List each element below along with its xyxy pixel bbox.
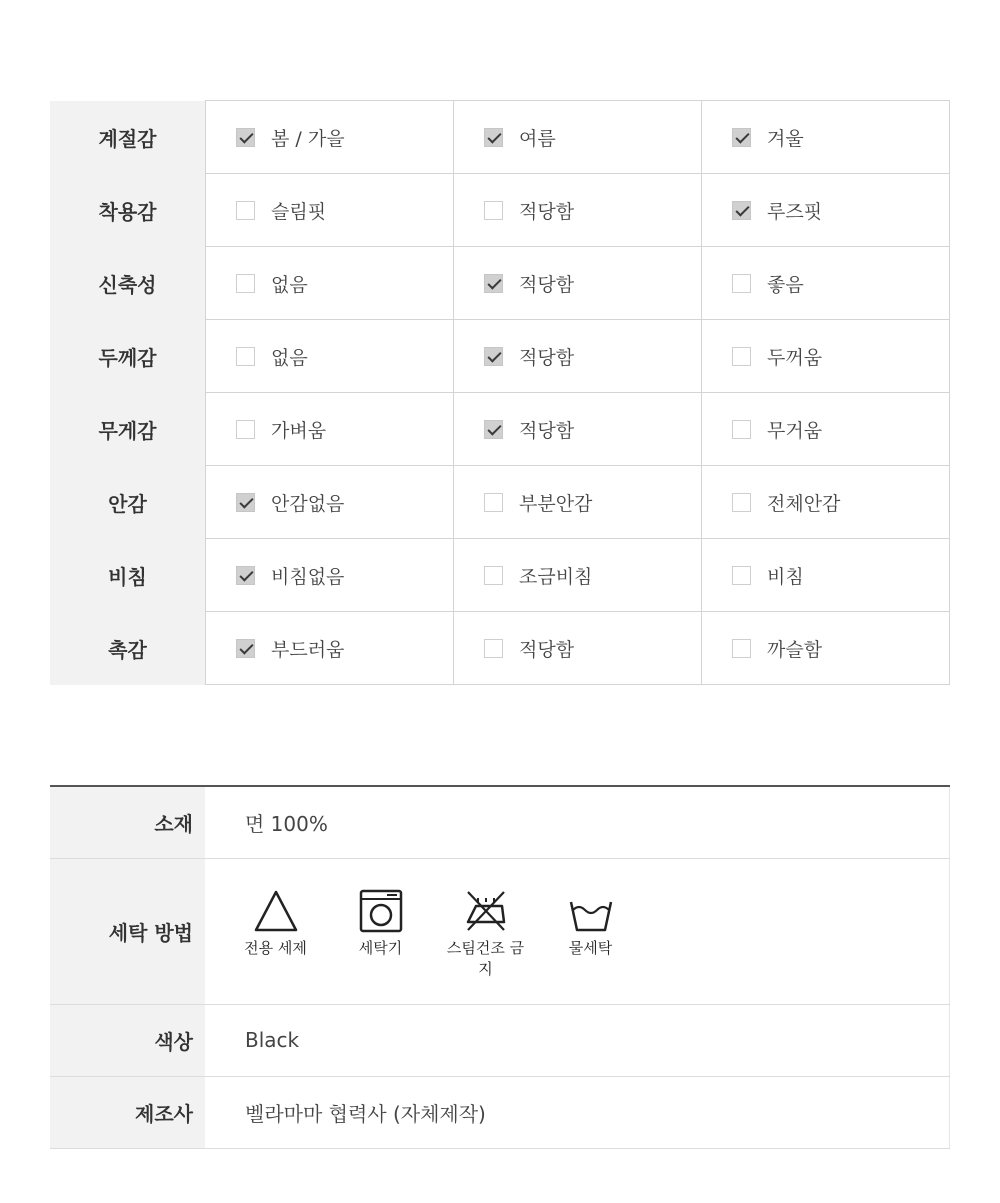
checkbox-checked-icon xyxy=(236,566,255,585)
washing-value xyxy=(205,858,950,1004)
attribute-option-label: 없음 xyxy=(271,273,308,296)
washing-label: 세탁 방법 xyxy=(50,858,205,1004)
attribute-option-label: 슬림핏 xyxy=(271,200,327,223)
attribute-option xyxy=(702,539,950,612)
material-value: 면 100% xyxy=(205,786,950,858)
attribute-option-label: 여름 xyxy=(519,127,556,150)
checkbox-empty-icon xyxy=(732,493,751,512)
no-steam-iron-icon xyxy=(462,888,510,934)
attribute-option xyxy=(454,612,702,685)
attribute-option-label: 루즈핏 xyxy=(767,200,823,223)
wash-label-machine: 세탁기 xyxy=(358,939,403,957)
checkbox-checked-icon xyxy=(236,128,255,147)
attribute-option xyxy=(454,320,702,393)
attribute-option xyxy=(206,320,454,393)
checkbox-empty-icon xyxy=(484,493,503,512)
washing-machine-icon xyxy=(357,888,405,934)
attribute-option-label: 적당함 xyxy=(519,346,575,369)
attribute-option-label: 좋음 xyxy=(767,273,804,296)
wash-item-detergent xyxy=(223,888,328,959)
attribute-label: 신축성 xyxy=(50,247,206,320)
attribute-option-label: 봄 / 가을 xyxy=(271,127,345,150)
attribute-option-label: 안감없음 xyxy=(271,492,345,515)
maker-row xyxy=(50,1076,950,1148)
attribute-option-label: 비침 xyxy=(767,565,804,588)
attribute-option-label: 겨울 xyxy=(767,127,804,150)
attribute-option-label: 비침없음 xyxy=(271,565,345,588)
attribute-table-body xyxy=(50,101,950,685)
checkbox-empty-icon xyxy=(732,420,751,439)
hand-wash-basin-icon xyxy=(567,888,615,934)
material-row xyxy=(50,786,950,858)
attribute-option xyxy=(206,101,454,174)
attribute-row xyxy=(50,466,950,539)
attribute-option xyxy=(454,539,702,612)
attribute-option-label: 없음 xyxy=(271,346,308,369)
attribute-option-label: 부드러움 xyxy=(271,638,345,661)
checkbox-empty-icon xyxy=(236,420,255,439)
attribute-row xyxy=(50,539,950,612)
attribute-label: 두께감 xyxy=(50,320,206,393)
product-info-table xyxy=(50,785,950,1149)
attribute-option-label: 까슬함 xyxy=(767,638,823,661)
attribute-option-label: 적당함 xyxy=(519,200,575,223)
triangle-icon xyxy=(252,888,300,934)
attribute-row xyxy=(50,101,950,174)
checkbox-checked-icon xyxy=(484,128,503,147)
attribute-option xyxy=(702,612,950,685)
checkbox-checked-icon xyxy=(484,420,503,439)
maker-label: 제조사 xyxy=(50,1076,205,1148)
attribute-label: 무게감 xyxy=(50,393,206,466)
wash-label-no-steam: 스팀건조 금지 xyxy=(446,939,525,978)
attribute-option xyxy=(206,247,454,320)
checkbox-empty-icon xyxy=(732,566,751,585)
attribute-option xyxy=(702,393,950,466)
attribute-row xyxy=(50,174,950,247)
attribute-option xyxy=(206,174,454,247)
attribute-option-label: 적당함 xyxy=(519,638,575,661)
attribute-option xyxy=(702,466,950,539)
washing-icons xyxy=(205,882,949,980)
attribute-option-label: 가벼움 xyxy=(271,419,327,442)
attribute-label: 계절감 xyxy=(50,101,206,174)
attribute-option xyxy=(206,393,454,466)
attribute-option-label: 적당함 xyxy=(519,419,575,442)
color-value: Black xyxy=(205,1004,950,1076)
attribute-option xyxy=(206,612,454,685)
attribute-option-label: 무거움 xyxy=(767,419,823,442)
checkbox-empty-icon xyxy=(484,566,503,585)
checkbox-empty-icon xyxy=(236,201,255,220)
checkbox-empty-icon xyxy=(484,201,503,220)
checkbox-checked-icon xyxy=(236,639,255,658)
attribute-option xyxy=(206,466,454,539)
attribute-row xyxy=(50,247,950,320)
attribute-option xyxy=(702,247,950,320)
attribute-option-label: 적당함 xyxy=(519,273,575,296)
attribute-row xyxy=(50,393,950,466)
attribute-label: 착용감 xyxy=(50,174,206,247)
color-label: 색상 xyxy=(50,1004,205,1076)
attribute-option xyxy=(454,247,702,320)
checkbox-empty-icon xyxy=(236,274,255,293)
attribute-label: 안감 xyxy=(50,466,206,539)
maker-value: 벨라마마 협력사 (자체제작) xyxy=(205,1076,950,1148)
wash-item-water xyxy=(538,888,643,959)
material-label: 소재 xyxy=(50,786,205,858)
checkbox-checked-icon xyxy=(484,274,503,293)
checkbox-empty-icon xyxy=(732,639,751,658)
attribute-option xyxy=(206,539,454,612)
attribute-option xyxy=(454,174,702,247)
attribute-option-label: 부분안감 xyxy=(519,492,593,515)
attribute-option xyxy=(454,101,702,174)
attribute-option xyxy=(454,466,702,539)
checkbox-checked-icon xyxy=(732,201,751,220)
attribute-row xyxy=(50,612,950,685)
attribute-option xyxy=(702,174,950,247)
checkbox-empty-icon xyxy=(732,274,751,293)
attribute-option xyxy=(702,320,950,393)
attribute-option xyxy=(702,101,950,174)
wash-label-detergent: 전용 세제 xyxy=(244,939,307,957)
checkbox-checked-icon xyxy=(236,493,255,512)
washing-row xyxy=(50,858,950,1004)
color-row xyxy=(50,1004,950,1076)
attribute-label: 촉감 xyxy=(50,612,206,685)
attribute-option xyxy=(454,393,702,466)
checkbox-empty-icon xyxy=(732,347,751,366)
checkbox-checked-icon xyxy=(484,347,503,366)
wash-label-water: 물세탁 xyxy=(568,939,613,957)
wash-item-no-steam xyxy=(433,888,538,980)
attribute-row xyxy=(50,320,950,393)
attribute-option-label: 전체안감 xyxy=(767,492,841,515)
checkbox-empty-icon xyxy=(236,347,255,366)
attribute-label: 비침 xyxy=(50,539,206,612)
wash-item-machine xyxy=(328,888,433,959)
checkbox-checked-icon xyxy=(732,128,751,147)
attribute-option-label: 두꺼움 xyxy=(767,346,823,369)
attribute-option-label: 조금비침 xyxy=(519,565,593,588)
checkbox-empty-icon xyxy=(484,639,503,658)
attribute-table xyxy=(50,100,950,685)
